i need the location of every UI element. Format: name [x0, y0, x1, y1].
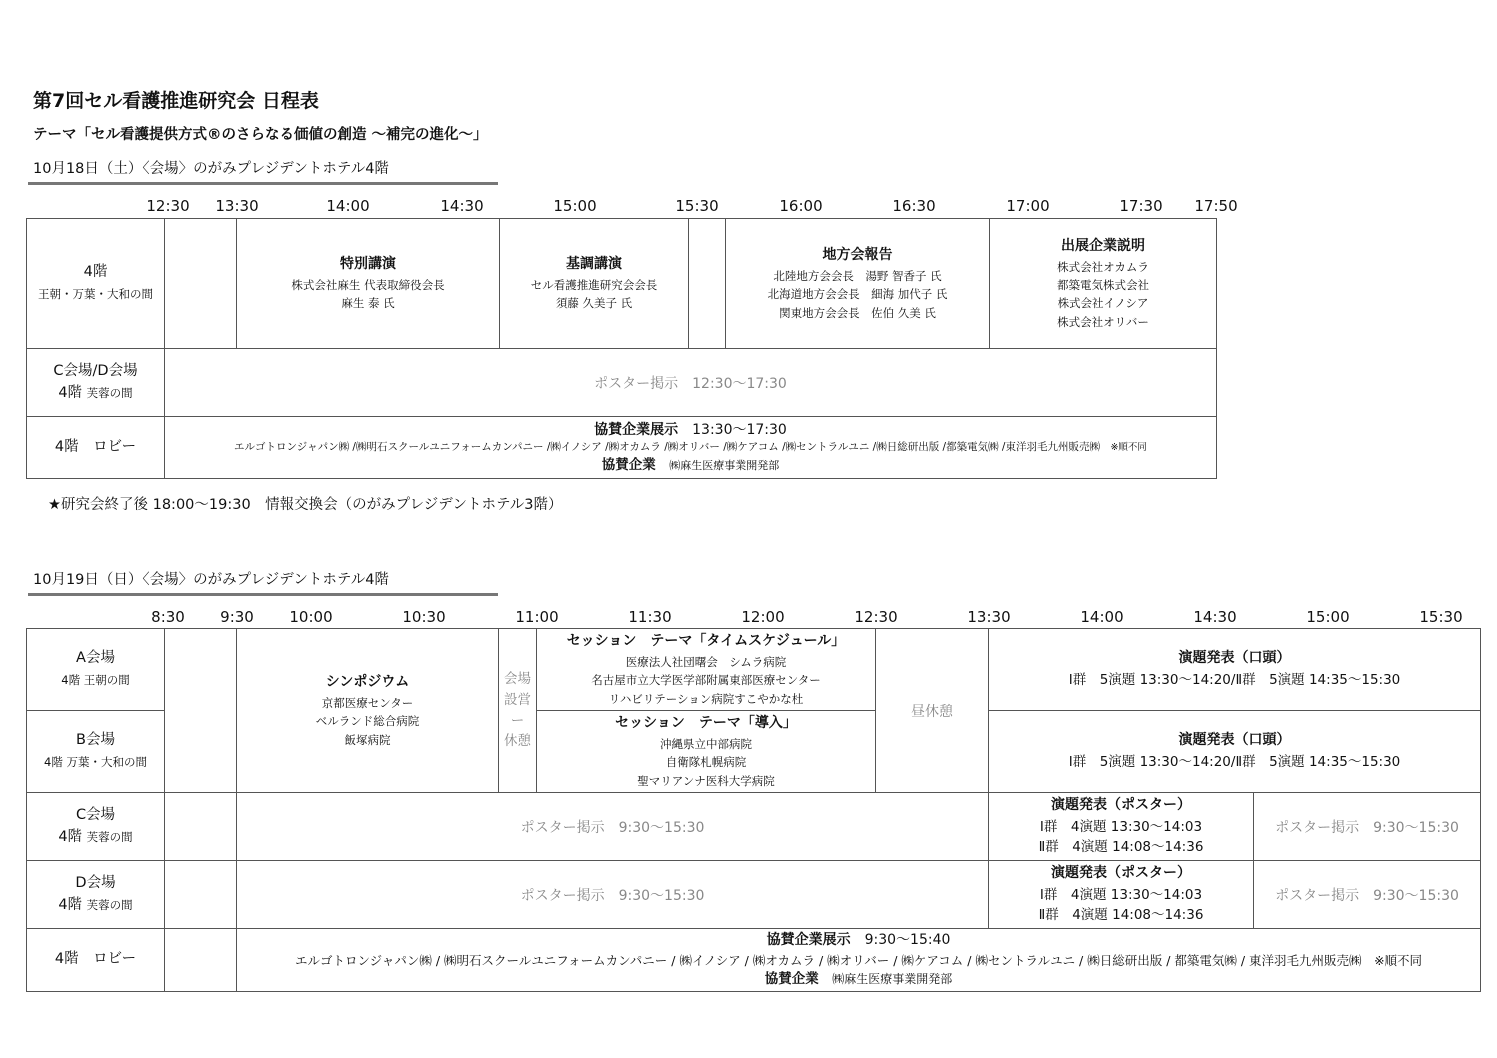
time-label: 12:30	[146, 197, 190, 215]
session-line: セル看護推進研究会会長	[530, 277, 658, 292]
exhibit-title: 協賛企業展示	[594, 421, 679, 438]
oral-presentation-b	[989, 711, 1481, 793]
session-title: シンポジウム	[325, 674, 410, 691]
time-label: 14:30	[440, 197, 484, 215]
session-line: 北海道地方会会長 細海 加代子 氏	[767, 287, 948, 302]
regional-report	[726, 219, 990, 349]
empty-slot	[165, 793, 237, 861]
company-list: エルゴトロンジャパン㈱ / ㈱明石スクールユニフォームカンパニー / ㈱イノシア / ㈱オカムラ / ㈱オリバー / ㈱ケアコム / ㈱セントラルユニ / ㈱日総研出版 / 都築電気㈱ / 東洋羽毛九州販売㈱	[294, 952, 1362, 968]
session-line: 北陸地方会会長 湯野 智香子 氏	[773, 268, 942, 283]
session-line: 都築電気株式会社	[1057, 277, 1149, 292]
day1-heading: 10月18日（土）〈会場〉のがみプレジデントホテル4階	[33, 161, 389, 177]
oral-presentation-a	[989, 629, 1481, 711]
room-sub: 芙蓉の間	[86, 829, 133, 844]
after-event-note: ★研究会終了後 18:00～19:30 情報交換会（のがみプレジデントホテル3階）	[48, 497, 563, 513]
room-label-lobby: 4階 ロビー	[27, 417, 165, 479]
order-note: ※順不同	[1374, 952, 1423, 968]
room-sub: 芙蓉の間	[86, 897, 133, 912]
session-title: セッション テーマ「導入」	[615, 715, 797, 732]
time-label: 10:30	[402, 608, 446, 626]
time-label: 13:30	[215, 197, 259, 215]
room-label-a	[27, 629, 165, 711]
time-label: 14:30	[1193, 608, 1237, 626]
empty-slot	[165, 929, 237, 992]
session-title: 出展企業説明	[1061, 237, 1145, 254]
time-label: 15:30	[675, 197, 719, 215]
company-list: エルゴトロンジャパン㈱ /㈱明石スクールユニフォームカンパニー /㈱イノシア /㈱オカムラ /㈱オリバー /㈱ケアコム /㈱セントラルユニ /㈱日総研出版 /都築電気㈱ /東洋羽毛九州販売㈱	[234, 441, 1100, 454]
room-label-lobby: 4階 ロビー	[27, 929, 165, 992]
session-line: 沖縄県立中部病院	[660, 736, 752, 751]
time-label: 10:00	[289, 608, 333, 626]
time-label: 14:00	[1080, 608, 1124, 626]
room-name: C会場/D会場	[53, 363, 138, 380]
time-label: 17:00	[1006, 197, 1050, 215]
day1-schedule-table	[26, 218, 1217, 479]
session-line: 株式会社イノシア	[1057, 296, 1149, 311]
setup-text: 会場	[504, 670, 531, 687]
day2-divider	[28, 593, 498, 596]
time-label: 15:00	[553, 197, 597, 215]
room-sub: 4階 王朝の間	[61, 672, 130, 687]
session-title: 演題発表（ポスター）	[1051, 797, 1191, 814]
session-line: 麻生 泰 氏	[341, 296, 395, 311]
time-label: 17:50	[1194, 197, 1238, 215]
session-line: 株式会社オカムラ	[1057, 259, 1149, 274]
time-label: 12:30	[854, 608, 898, 626]
room-floor: 4階	[58, 896, 83, 913]
time-label: 16:30	[892, 197, 936, 215]
exhibitor-briefing	[990, 219, 1217, 349]
session-introduction	[537, 711, 876, 793]
session-title: 特別講演	[340, 256, 396, 273]
room-label-cd	[27, 349, 165, 417]
session-line: Ⅰ群 5演題 13:30～14:20/Ⅱ群 5演題 14:35～15:30	[1068, 671, 1401, 688]
symposium	[237, 629, 499, 793]
session-title: 地方会報告	[822, 247, 893, 264]
session-line: 飯塚病院	[344, 732, 391, 747]
session-line: 京都医療センター	[321, 695, 414, 710]
setup-text: ー	[510, 712, 525, 729]
session-title: 基調講演	[566, 256, 622, 273]
session-title: 演題発表（ポスター）	[1051, 865, 1191, 882]
room-label-d	[27, 861, 165, 929]
session-line: Ⅰ群 5演題 13:30～14:20/Ⅱ群 5演題 14:35～15:30	[1068, 753, 1401, 770]
sponsor-name: ㈱麻生医療事業開発部	[669, 459, 780, 473]
session-line: Ⅰ群 4演題 13:30～14:03	[1039, 887, 1203, 904]
time-label: 9:30	[220, 608, 254, 626]
room-sub: 芙蓉の間	[86, 385, 133, 400]
room-sub: 王朝・万葉・大和の間	[38, 286, 153, 301]
time-label: 8:30	[151, 608, 185, 626]
break-slot	[689, 219, 726, 349]
time-label: 14:00	[326, 197, 370, 215]
room-name: 4階	[83, 264, 108, 281]
empty-slot	[165, 861, 237, 929]
poster-display-late: ポスター掲示 9:30～15:30	[1254, 793, 1481, 861]
room-name: A会場	[76, 650, 115, 667]
room-label-4f	[27, 219, 165, 349]
session-title: セッション テーマ「タイムスケジュール」	[566, 633, 846, 650]
theme-line: テーマ「セル看護提供方式®のさらなる価値の創造 ～補完の進化～」	[33, 127, 488, 143]
time-label: 12:00	[741, 608, 785, 626]
exhibit-time: 13:30～17:30	[692, 421, 787, 438]
session-line: Ⅰ群 4演題 13:30～14:03	[1039, 819, 1203, 836]
session-line: 株式会社オリバー	[1057, 314, 1149, 329]
room-label-b	[27, 711, 165, 793]
session-title: 演題発表（口頭）	[1178, 649, 1291, 666]
day1-divider	[28, 182, 498, 185]
room-sub: 4階 万葉・大和の間	[44, 754, 147, 769]
room-name: C会場	[75, 807, 116, 824]
poster-display: ポスター掲示 9:30～15:30	[237, 861, 989, 929]
lunch-break: 昼休憩	[876, 629, 989, 793]
session-line: 名古屋市立大学医学部附属東部医療センター	[591, 673, 821, 688]
room-label-c	[27, 793, 165, 861]
sponsor-exhibit	[237, 929, 1481, 992]
time-label: 17:30	[1119, 197, 1163, 215]
sponsor-exhibit	[165, 417, 1217, 479]
time-label: 15:00	[1306, 608, 1350, 626]
session-line: Ⅱ群 4演題 14:08～14:36	[1038, 907, 1204, 924]
session-title: 演題発表（口頭）	[1178, 731, 1291, 748]
session-line: リハビリテーション病院すこやかな杜	[608, 691, 804, 706]
exhibit-title: 協賛企業展示	[766, 932, 851, 949]
setup-text: 休憩	[504, 733, 531, 750]
sponsor-label: 協賛企業	[601, 457, 656, 474]
setup-text: 設営	[504, 691, 531, 708]
poster-display: ポスター掲示 9:30～15:30	[237, 793, 989, 861]
session-line: 関東地方会会長 佐伯 久美 氏	[779, 305, 936, 320]
order-note: ※順不同	[1110, 442, 1147, 454]
room-floor: 4階	[58, 828, 83, 845]
session-line: 聖マリアンナ医科大学病院	[637, 773, 775, 788]
sponsor-label: 協賛企業	[764, 971, 819, 988]
special-lecture	[237, 219, 500, 349]
keynote-lecture	[500, 219, 689, 349]
session-line: 須藤 久美子 氏	[555, 296, 633, 311]
poster-presentation-d	[989, 861, 1254, 929]
poster-display-late: ポスター掲示 9:30～15:30	[1254, 861, 1481, 929]
room-name: D会場	[75, 875, 116, 892]
day2-schedule-table	[26, 628, 1481, 992]
empty-slot	[165, 219, 237, 349]
poster-presentation-c	[989, 793, 1254, 861]
session-line: Ⅱ群 4演題 14:08～14:36	[1038, 839, 1204, 856]
time-label: 16:00	[779, 197, 823, 215]
time-label: 13:30	[967, 608, 1011, 626]
setup-break	[499, 629, 537, 793]
room-floor: 4階	[58, 384, 83, 401]
session-line: 自衛隊札幌病院	[665, 755, 747, 770]
empty-slot	[165, 629, 237, 793]
exhibit-time: 9:30～15:40	[864, 932, 951, 949]
time-label: 11:00	[515, 608, 559, 626]
session-line: 医療法人社団曙会 シムラ病院	[625, 654, 787, 669]
time-label: 15:30	[1419, 608, 1463, 626]
time-label: 11:30	[628, 608, 672, 626]
session-line: ベルランド総合病院	[315, 714, 420, 729]
session-line: 株式会社麻生 代表取締役会長	[291, 277, 445, 292]
room-name: B会場	[76, 732, 115, 749]
day2-heading: 10月19日（日）〈会場〉のがみプレジデントホテル4階	[33, 572, 389, 588]
page-title: 第7回セル看護推進研究会 日程表	[33, 90, 319, 112]
sponsor-name: ㈱麻生医療事業開発部	[832, 972, 953, 987]
poster-display: ポスター掲示 12:30～17:30	[165, 349, 1217, 417]
session-time-schedule	[537, 629, 876, 711]
